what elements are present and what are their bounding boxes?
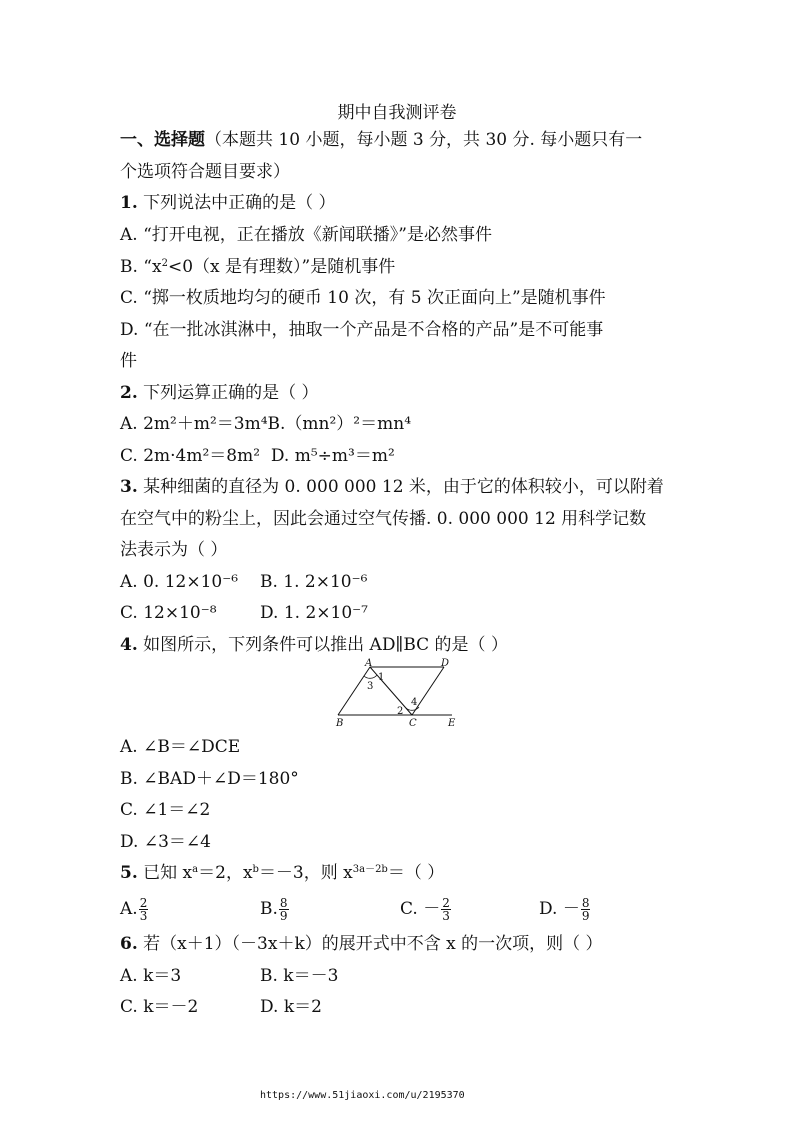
q2-option-d: D. m⁵÷m³＝m² <box>270 446 395 466</box>
q5-a-fraction <box>139 897 149 922</box>
question-text: 如图所示，下列条件可以推出 AD∥BC 的是（ ） <box>137 635 508 655</box>
q1-b-pre: B. “x <box>120 257 162 277</box>
q2-option-b: B.（mn²）²＝mn⁴ <box>267 414 412 434</box>
label-D: D <box>441 658 450 669</box>
q6-option-d: D. k＝2 <box>260 997 322 1017</box>
q1-option-d-line1: D. “在一批冰淇淋中，抽取一个产品是不合格的产品”是不可能事 <box>120 320 604 340</box>
label-B: B <box>336 718 344 729</box>
question-number: 5. <box>120 863 138 883</box>
q4-option-c: C. ∠1＝∠2 <box>120 800 211 820</box>
angle-arc-A <box>364 675 377 678</box>
q5-c-fraction <box>441 897 451 922</box>
q5-text-2: ＝2，x <box>198 863 253 883</box>
label-angle-2: 2 <box>397 706 404 717</box>
q5-option-b <box>260 897 290 922</box>
q4-option-b: B. ∠BAD＋∠D＝180° <box>120 769 299 789</box>
question-6-stem <box>120 934 603 954</box>
q4-option-d: D. ∠3＝∠4 <box>120 832 211 852</box>
q1-option-b <box>120 257 395 277</box>
line-AC <box>370 667 412 715</box>
question-5-stem <box>120 863 444 883</box>
question-4-stem <box>120 635 508 655</box>
denominator: 3 <box>139 909 148 923</box>
page-title: 期中自我测评卷 <box>337 103 457 123</box>
q6-option-b: B. k＝－3 <box>260 966 339 986</box>
section-note-1: （本题共 10 小题，每小题 3 分，共 30 分. 每小题只有一 <box>205 130 643 150</box>
q1-option-a: A. “打开电视，正在播放《新闻联播》”是必然事件 <box>120 225 492 245</box>
question-number: 2. <box>120 383 138 403</box>
question-text: 某种细菌的直径为 0. 000 000 12 米，由于它的体积较小，可以附着 <box>137 477 664 497</box>
q1-option-d-line2: 件 <box>120 351 137 371</box>
q4-option-a: A. ∠B＝∠DCE <box>120 737 241 757</box>
label-E: E <box>448 718 456 729</box>
q2-options-cd <box>120 446 395 466</box>
label-angle-3: 3 <box>367 681 374 692</box>
question-number: 6. <box>120 934 138 954</box>
question-2-stem <box>120 383 319 403</box>
q5-c-label: C. － <box>400 899 441 919</box>
q3-options-ab <box>120 572 238 592</box>
question-1-stem <box>120 193 336 213</box>
q5-option-d <box>539 897 591 922</box>
q5-a-label: A. <box>120 899 138 919</box>
footer-watermark: https://www.51jiaoxi.com/u/2195370 <box>260 1090 465 1101</box>
q3-option-a: A. 0. 12×10⁻⁶ <box>120 572 239 592</box>
question-text: 若（x＋1）（－3x＋k）的展开式中不含 x 的一次项，则（ ） <box>137 934 603 954</box>
q3-option-c: C. 12×10⁻⁸ <box>120 603 217 623</box>
q5-sup-a: a <box>192 864 199 875</box>
label-angle-4: 4 <box>411 697 418 708</box>
q2-option-a: A. 2m²＋m²＝3m⁴ <box>120 414 268 434</box>
q5-text-1: 已知 x <box>137 863 193 883</box>
numerator: 2 <box>442 896 450 910</box>
q5-b-label: B. <box>260 899 278 919</box>
question-number: 1. <box>120 193 138 213</box>
question-number: 4. <box>120 635 138 655</box>
section-header <box>120 130 642 150</box>
section-note-2: 个选项符合题目要求） <box>120 162 290 182</box>
q3-option-d: D. 1. 2×10⁻⁷ <box>260 603 368 623</box>
q5-sup-exp: 3a－2b <box>352 864 388 875</box>
line-AB <box>338 667 370 715</box>
numerator: 8 <box>279 896 288 910</box>
q6-option-a: A. k＝3 <box>120 966 182 986</box>
q5-text-4: ＝（ ） <box>387 863 445 883</box>
question-3-line1 <box>120 477 664 497</box>
q5-d-label: D. － <box>539 899 580 919</box>
geometry-figure <box>330 658 470 732</box>
question-3-line2: 在空气中的粉尘上，因此会通过空气传播. 0. 000 000 12 用科学记数 <box>120 509 647 529</box>
q6-option-c: C. k＝－2 <box>120 997 199 1017</box>
q5-sup-b: b <box>252 864 259 875</box>
denominator: 9 <box>581 909 590 923</box>
q2-option-c: C. 2m·4m²＝8m² <box>120 446 261 466</box>
q1-b-post: <0（x 是有理数）”是随机事件 <box>167 257 396 277</box>
q5-b-fraction <box>279 897 289 922</box>
q1-b-sup: 2 <box>161 258 168 269</box>
q2-options-ab <box>120 414 411 434</box>
label-angle-1: 1 <box>378 672 385 683</box>
q5-d-fraction <box>581 897 591 922</box>
label-C: C <box>409 718 417 729</box>
denominator: 9 <box>279 909 288 923</box>
q5-option-c <box>400 897 452 922</box>
q5-option-a <box>120 897 149 922</box>
label-A: A <box>365 658 373 669</box>
numerator: 2 <box>139 896 148 910</box>
denominator: 3 <box>442 909 450 923</box>
question-3-line3: 法表示为（ ） <box>120 540 228 560</box>
numerator: 8 <box>581 896 590 910</box>
question-text: 下列运算正确的是（ ） <box>137 383 319 403</box>
q5-text-3: ＝－3，则 x <box>258 863 353 883</box>
q1-option-c: C. “掷一枚质地均匀的硬币 10 次，有 5 次正面向上”是随机事件 <box>120 288 606 308</box>
question-text: 下列说法中正确的是（ ） <box>137 193 336 213</box>
section-heading: 一、选择题 <box>120 130 205 150</box>
question-number: 3. <box>120 477 138 497</box>
q3-option-b: B. 1. 2×10⁻⁶ <box>260 572 368 592</box>
